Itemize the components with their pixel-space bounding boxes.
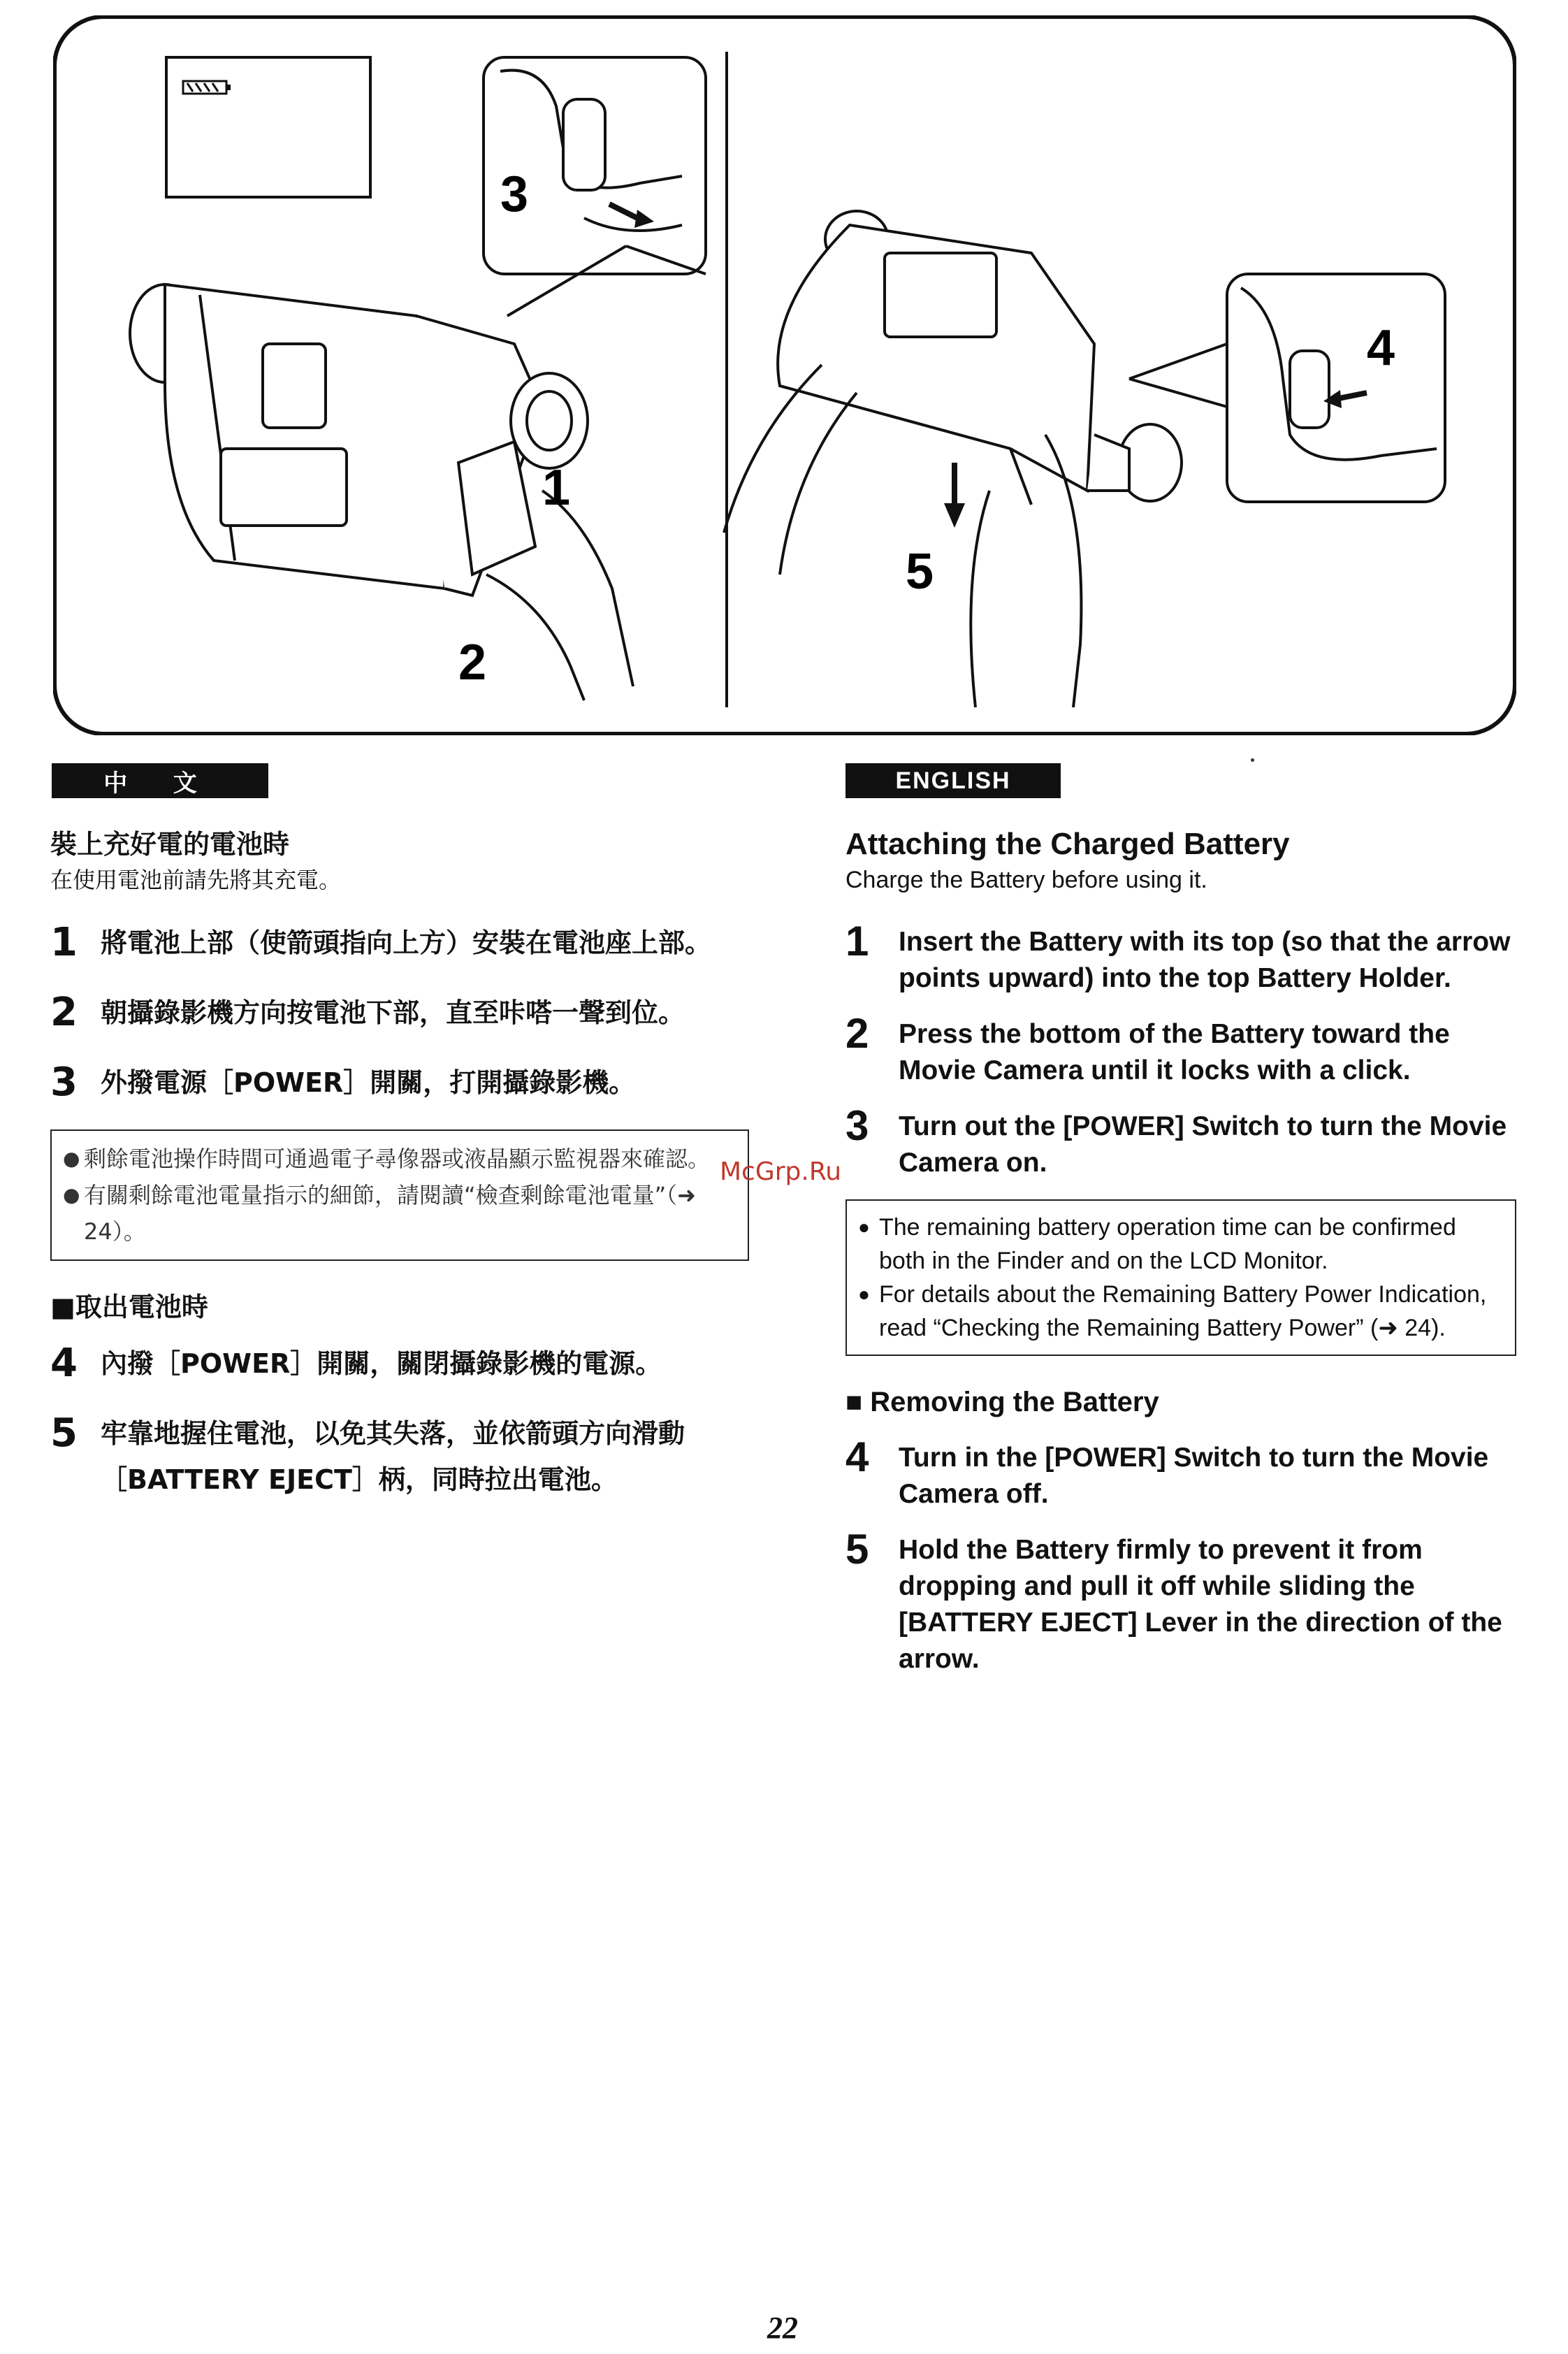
en-step-4 — [845, 1436, 1516, 1512]
zh-step-5 — [50, 1410, 749, 1503]
en-step-text: Insert the Battery with its top (so that the arrow points upward) into the top Battery Holder. — [899, 927, 1511, 993]
zh-note-item — [63, 1141, 731, 1177]
zh-step-4 — [50, 1341, 749, 1387]
callout-2: 2 — [458, 635, 487, 691]
en-step-number: 1 — [845, 918, 869, 965]
callout-3: 3 — [500, 166, 529, 222]
chinese-column — [50, 825, 749, 1526]
zh-step-number: 1 — [50, 920, 78, 965]
zh-step-text: 外撥電源［POWER］開關，打開攝錄影機。 — [101, 1067, 636, 1098]
zh-note-text: 有關剩餘電池電量指示的細節，請閱讀“檢查剩餘電池電量”（➜ 24）。 — [84, 1182, 696, 1245]
zh-title: 裝上充好電的電池時 — [50, 829, 290, 860]
en-step-1 — [845, 920, 1516, 997]
inset-step-3 — [484, 57, 706, 274]
en-step-number: 5 — [845, 1526, 869, 1573]
watermark: McGrp.Ru — [720, 1157, 842, 1186]
zh-step-text: 牢靠地握住電池，以免其失落，並依箭頭方向滑動［BATTERY EJECT］柄，同時拉出電池。 — [101, 1418, 685, 1495]
en-step-2 — [845, 1012, 1516, 1089]
zh-note-text: 剩餘電池操作時間可通過電子尋像器或液晶顯示監視器來確認。 — [84, 1146, 711, 1172]
english-column — [845, 825, 1516, 1693]
en-step-text: Hold the Battery firmly to prevent it from dropping and pull it off while sliding the [BATTERY EJECT] Lever in the direction of the arrow. — [899, 1535, 1502, 1674]
en-step-text: Press the bottom of the Battery toward the Movie Camera until it locks with a click. — [899, 1019, 1450, 1085]
zh-subtitle: 在使用電池前請先將其充電。 — [50, 867, 342, 893]
inset-step-4 — [1227, 274, 1445, 502]
en-step-number: 4 — [845, 1434, 869, 1480]
en-step-text: Turn out the [POWER] Switch to turn the Movie Camera on. — [899, 1111, 1507, 1178]
en-step-number: 3 — [845, 1102, 869, 1149]
battery-indicator-icon — [166, 57, 370, 197]
zh-step-text: 內撥［POWER］開關，關閉攝錄影機的電源。 — [101, 1348, 662, 1379]
zh-step-2 — [50, 990, 749, 1036]
en-note-box — [845, 1199, 1516, 1356]
en-note-text: For details about the Remaining Battery Power Indication, read “Checking the Remaining Battery Power” (➜ 24). — [879, 1281, 1487, 1341]
chinese-section-tab: 中 文 — [52, 763, 268, 798]
bullet-icon: ● — [63, 1183, 80, 1206]
zh-step-1 — [50, 920, 749, 966]
zh-remove-heading: ■取出電池時 — [50, 1292, 208, 1322]
en-note-text: The remaining battery operation time can be confirmed both in the Finder and on the LCD Monitor. — [879, 1214, 1456, 1274]
zh-step-text: 朝攝錄影機方向按電池下部，直至咔嗒一聲到位。 — [101, 997, 685, 1028]
page-number: 22 — [767, 2311, 798, 2345]
callout-4: 4 — [1367, 320, 1395, 376]
zh-step-number: 2 — [50, 990, 78, 1035]
zh-step-3 — [50, 1060, 749, 1106]
en-step-5 — [845, 1528, 1516, 1677]
bullet-icon: ● — [63, 1147, 80, 1170]
en-step-number: 2 — [845, 1010, 869, 1057]
bullet-icon: ● — [858, 1283, 870, 1305]
battery-illustration — [53, 15, 1516, 735]
zh-step-text: 將電池上部（使箭頭指向上方）安裝在電池座上部。 — [101, 927, 712, 958]
stray-dot — [1251, 758, 1254, 762]
en-step-text: Turn in the [POWER] Switch to turn the Movie Camera off. — [899, 1443, 1489, 1509]
bullet-icon: ● — [858, 1216, 870, 1238]
zh-step-number: 4 — [50, 1341, 78, 1386]
en-title: Attaching the Charged Battery — [845, 827, 1290, 861]
en-note-item — [858, 1211, 1498, 1278]
en-remove-heading: ■ Removing the Battery — [845, 1387, 1159, 1417]
english-section-tab: ENGLISH — [845, 763, 1061, 798]
zh-step-number: 5 — [50, 1410, 78, 1456]
callout-5: 5 — [906, 544, 934, 600]
zh-step-number: 3 — [50, 1060, 78, 1105]
zh-note-item — [63, 1177, 731, 1250]
callout-1: 1 — [542, 460, 571, 516]
en-step-3 — [845, 1104, 1516, 1181]
en-note-item — [858, 1278, 1498, 1345]
en-subtitle: Charge the Battery before using it. — [845, 867, 1207, 893]
zh-note-box — [50, 1129, 749, 1261]
